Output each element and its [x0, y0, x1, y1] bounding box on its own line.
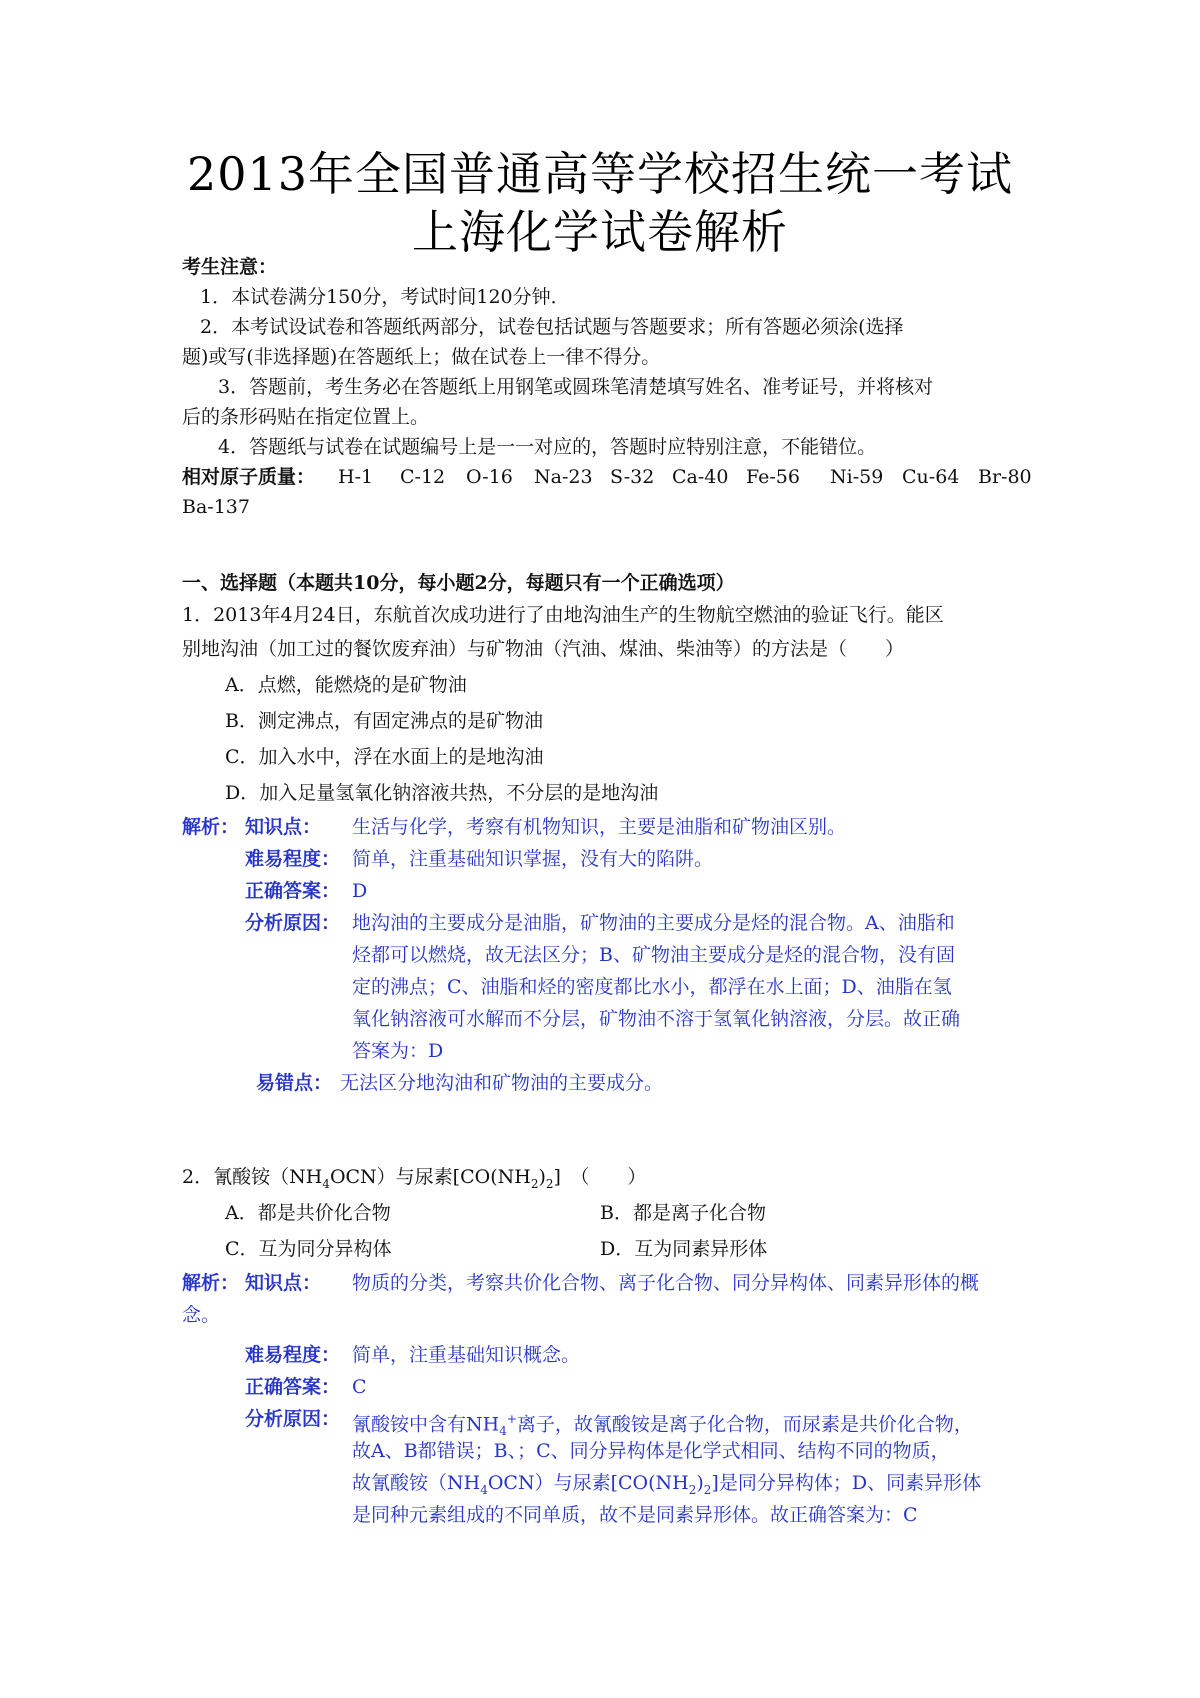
q1-option-a: A．点燃，能燃烧的是矿物油 [225, 674, 467, 696]
q2-knowledge-label: 知识点： [245, 1272, 322, 1294]
notice-item-3-cont: 后的条形码贴在指定位置上。 [182, 406, 430, 428]
atomic-mass-cu: Cu-64 [902, 466, 960, 488]
q1-reason-line3: 定的沸点；C、油脂和烃的密度都比水小，都浮在水上面；D、油脂在氢 [352, 976, 952, 998]
atomic-mass-ba: Ba-137 [182, 496, 250, 518]
q1-analysis-label: 解析： [182, 816, 240, 838]
page-title-line1: 2013年全国普通高等学校招生统一考试 [186, 147, 1014, 201]
q1-stem-line2: 别地沟油（加工过的餐饮废弃油）与矿物油（汽油、煤油、柴油等）的方法是（ ） [182, 638, 905, 660]
q2-knowledge-line1: 物质的分类，考察共价化合物、离子化合物、同分异构体、同素异形体的概 [352, 1272, 980, 1294]
q2-reason-line4: 是同种元素组成的不同单质，故不是同素异形体。故正确答案为：C [352, 1504, 918, 1526]
q2-difficulty-label: 难易程度： [245, 1344, 341, 1366]
q2-option-c: C．互为同分异构体 [225, 1238, 392, 1260]
q1-reason-label: 分析原因： [245, 912, 341, 934]
q1-difficulty: 简单，注重基础知识掌握，没有大的陷阱。 [352, 848, 714, 870]
atomic-mass-o: O-16 [466, 466, 513, 488]
notice-item-3: 3．答题前，考生务必在答题纸上用钢笔或圆珠笔清楚填写姓名、准考证号，并将核对 [218, 376, 934, 398]
notice-item-2-cont: 题)或写(非选择题)在答题纸上；做在试卷上一律不得分。 [182, 346, 661, 368]
atomic-mass-h: H-1 [338, 466, 374, 488]
section1-heading: 一、选择题（本题共10分，每小题2分，每题只有一个正确选项） [182, 572, 735, 594]
q1-mistake-label: 易错点： [256, 1072, 333, 1094]
q2-option-d: D．互为同素异形体 [600, 1238, 768, 1260]
atomic-mass-ca: Ca-40 [672, 466, 729, 488]
atomic-mass-br: Br-80 [978, 466, 1032, 488]
q1-difficulty-label: 难易程度： [245, 848, 341, 870]
q1-option-d: D．加入足量氢氧化钠溶液共热，不分层的是地沟油 [225, 782, 659, 804]
q2-analysis-label: 解析： [182, 1272, 240, 1294]
q2-option-a: A．都是共价化合物 [225, 1202, 391, 1224]
q2-difficulty: 简单，注重基础知识概念。 [352, 1344, 581, 1366]
q2-answer: C [352, 1376, 367, 1398]
notice-item-2: 2．本考试设试卷和答题纸两部分，试卷包括试题与答题要求；所有答题必须涂(选择 [200, 316, 904, 338]
notice-item-1: 1．本试卷满分150分，考试时间120分钟． [200, 286, 570, 308]
atomic-mass-c: C-12 [400, 466, 446, 488]
q1-reason-line2: 烃都可以燃烧，故无法区分；B、矿物油主要成分是烃的混合物，没有固 [352, 944, 955, 966]
q2-reason-line3: 故氰酸铵$(NH_4OCN)$与尿素$[CO(NH_2)_2]$是同分异构体；D、同素异形体 [352, 1472, 982, 1497]
q1-knowledge: 生活与化学，考察有机物知识，主要是油脂和矿物油区别。 [352, 816, 847, 838]
q1-reason-line4: 氧化钠溶液可水解而不分层，矿物油不溶于氢氧化钠溶液，分层。故正确 [352, 1008, 961, 1030]
q1-reason-line1: 地沟油的主要成分是油脂，矿物油的主要成分是烃的混合物。A、油脂和 [352, 912, 955, 934]
notice-item-4: 4．答题纸与试卷在试题编号上是一一对应的，答题时应特别注意，不能错位。 [218, 436, 877, 458]
q1-answer: D [352, 880, 368, 902]
atomic-mass-label: 相对原子质量： [182, 466, 316, 488]
q2-answer-label: 正确答案： [245, 1376, 341, 1398]
q1-knowledge-label: 知识点： [245, 816, 322, 838]
q2-stem: 2．氰酸铵$(NH_4OCN)$与尿素$[CO(NH_2)_2]$ （ ） [182, 1166, 647, 1191]
q1-option-c: C．加入水中，浮在水面上的是地沟油 [225, 746, 544, 768]
atomic-mass-fe: Fe-56 [746, 466, 800, 488]
q2-option-b: B．都是离子化合物 [600, 1202, 766, 1224]
q1-option-b: B．测定沸点，有固定沸点的是矿物油 [225, 710, 543, 732]
q1-answer-label: 正确答案： [245, 880, 341, 902]
q2-reason-label: 分析原因： [245, 1408, 341, 1430]
page-title-line2: 上海化学试卷解析 [412, 205, 788, 259]
q2-knowledge-line2: 念。 [182, 1304, 221, 1326]
q2-reason-line1: 氰酸铵中含有$NH_4^+$离子，故氰酸铵是离子化合物，而尿素是共价化合物， [352, 1412, 973, 1439]
q1-stem-line1: 1．2013年4月24日，东航首次成功进行了由地沟油生产的生物航空燃油的验证飞行。能区 [182, 604, 944, 626]
notice-heading: 考生注意： [182, 256, 278, 278]
atomic-mass-na: Na-23 [534, 466, 593, 488]
atomic-mass-s: S-32 [610, 466, 655, 488]
atomic-mass-ni: Ni-59 [830, 466, 884, 488]
q2-reason-line2: 故A、B都错误；B、；C、同分异构体是化学式相同、结构不同的物质， [352, 1440, 950, 1462]
q1-reason-line5: 答案为：D [352, 1040, 444, 1062]
q1-mistake: 无法区分地沟油和矿物油的主要成分。 [340, 1072, 664, 1094]
